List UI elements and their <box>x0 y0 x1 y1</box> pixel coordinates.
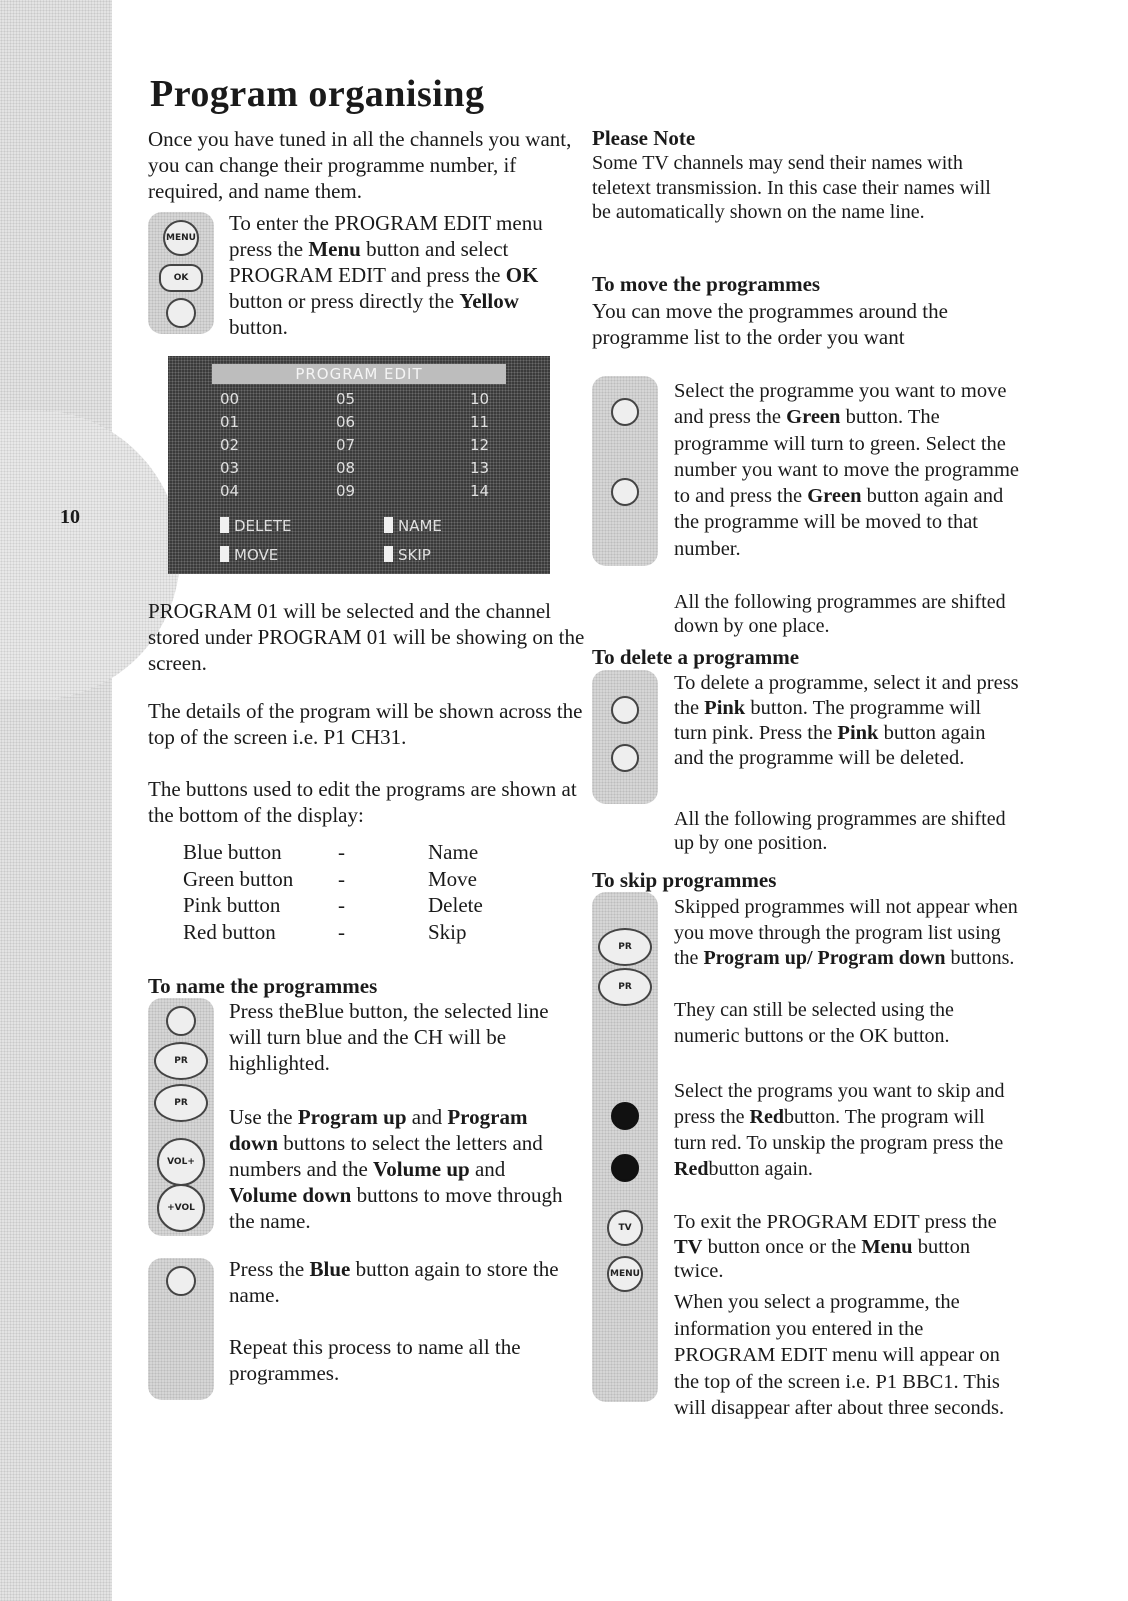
tv-program-number: 11 <box>470 413 490 431</box>
tv-key-move: MOVE <box>220 546 278 564</box>
blue-swatch-icon <box>384 517 393 533</box>
tv-program-number: 02 <box>220 436 240 454</box>
exit-step-2: When you select a programme, the information you entered in the PROGRAM EDIT menu will appear on the top of the screen i.e. P1 BBC1. This will disappear after about three seconds. <box>674 1291 1005 1419</box>
tv-key-name: NAME <box>384 517 442 535</box>
tv-program-number: 13 <box>470 459 490 477</box>
blue-button-icon <box>166 1266 196 1296</box>
program-up-icon: PR <box>154 1042 208 1080</box>
tv-screen-program-edit <box>168 356 550 574</box>
delete-step-1: To delete a programme, select it and press the Pink button. The programme will turn pink. Press the Pink button again and the programme will be deleted. <box>674 672 1019 769</box>
table-row: Red button - Skip <box>183 919 467 944</box>
green-swatch-icon <box>220 546 229 562</box>
tv-program-number: 12 <box>470 436 490 454</box>
selected-text: PROGRAM 01 will be selected and the channel stored under PROGRAM 01 will be showing on the screen. <box>148 599 585 675</box>
table-row: Blue button - Name <box>183 840 479 864</box>
delete-heading: To delete a programme <box>592 645 800 669</box>
tv-program-number: 14 <box>470 482 490 500</box>
name-step-2: Use the Program up and Program down buttons to select the letters and numbers and the Volume up and Volume down buttons to move through the name. <box>229 1105 563 1233</box>
volume-up-icon: VOL+ <box>157 1138 205 1186</box>
remote-strip-store <box>148 1258 214 1400</box>
name-step-3: Press the Blue button again to store the name. <box>229 1257 559 1307</box>
tv-key-delete: DELETE <box>220 517 292 535</box>
tv-program-number: 01 <box>220 413 240 431</box>
name-heading: To name the programmes <box>148 974 378 998</box>
red-button-icon <box>611 1102 639 1130</box>
program-down-icon: PR <box>598 968 652 1006</box>
remote-strip-name <box>148 998 214 1236</box>
move-intro: You can move the programmes around the programme list to the order you want <box>592 299 948 349</box>
move-step-1: Select the programme you want to move and press the Green button. The programme will turn to green. Select the number you want to move the programme to and press the Green button again and the programme will be moved to that number. <box>674 380 1019 560</box>
move-heading: To move the programmes <box>592 272 821 296</box>
exit-step-1: To exit the PROGRAM EDIT press the TV button once or the Menu button twice. <box>674 1211 997 1282</box>
tv-program-number: 10 <box>470 390 490 408</box>
remote-strip-skip <box>592 892 658 1402</box>
table-row: Pink button - Delete <box>183 893 483 917</box>
tv-program-number: 04 <box>220 482 240 500</box>
remote-strip-enter <box>148 212 214 334</box>
program-down-icon: PR <box>154 1084 208 1122</box>
pink-button-icon <box>611 744 639 772</box>
tv-program-number: 00 <box>220 390 240 408</box>
margin-strip <box>0 0 112 1601</box>
skip-step-2: They can still be selected using the numeric buttons or the OK button. <box>674 999 954 1047</box>
pink-button-icon <box>611 696 639 724</box>
table-row: Green button - Move <box>183 866 477 891</box>
ok-button-icon: OK <box>159 264 203 292</box>
button-map-table <box>183 840 483 946</box>
volume-down-icon: +VOL <box>157 1184 205 1232</box>
blue-button-icon <box>166 1006 196 1036</box>
skip-heading: To skip programmes <box>592 868 777 892</box>
name-step-4: Repeat this process to name all the programmes. <box>229 1335 521 1385</box>
program-up-icon: PR <box>598 928 652 966</box>
note-text: Some TV channels may send their names with teletext transmission. In this case their names will be automatically shown on the name line. <box>592 152 991 223</box>
green-button-icon <box>611 478 639 506</box>
page-number: 10 <box>60 506 80 528</box>
pink-swatch-icon <box>220 517 229 533</box>
intro-text: Once you have tuned in all the channels you want, you can change their programme number, if required, and name them. <box>148 127 572 203</box>
enter-instructions: To enter the PROGRAM EDIT menu press the Menu button and select PROGRAM EDIT and press the OK button or press directly the Yellow button. <box>229 211 543 339</box>
yellow-button-icon <box>166 298 196 328</box>
remote-strip-move <box>592 376 658 566</box>
tv-program-number: 03 <box>220 459 240 477</box>
tv-program-number: 06 <box>336 413 356 431</box>
menu-button-icon: MENU <box>607 1256 643 1292</box>
tv-key-skip: SKIP <box>384 546 431 564</box>
skip-step-3: Select the programs you want to skip and press the Redbutton. The program will turn red. To unskip the program press the Redbutton again. <box>674 1080 1005 1180</box>
tv-screen-title: PROGRAM EDIT <box>212 364 506 384</box>
green-button-icon <box>611 398 639 426</box>
move-step-2: All the following programmes are shifted down by one place. <box>674 591 1006 637</box>
tv-program-number: 09 <box>336 482 356 500</box>
details-text: The details of the program will be shown across the top of the screen i.e. P1 CH31. <box>148 699 583 749</box>
name-step-1: Press theBlue button, the selected line will turn blue and the CH will be highlighted. <box>229 999 549 1075</box>
red-button-icon <box>611 1154 639 1182</box>
tv-program-number: 05 <box>336 390 356 408</box>
red-swatch-icon <box>384 546 393 562</box>
tv-program-number: 07 <box>336 436 356 454</box>
buttons-text: The buttons used to edit the programs are shown at the bottom of the display: <box>148 777 577 827</box>
tv-button-icon: TV <box>607 1210 643 1246</box>
menu-button-icon: MENU <box>163 220 199 256</box>
skip-step-1: Skipped programmes will not appear when you move through the program list using the Program up/ Program down buttons. <box>674 896 1018 969</box>
tv-program-number: 08 <box>336 459 356 477</box>
delete-step-2: All the following programmes are shifted up by one position. <box>674 808 1006 854</box>
note-heading: Please Note <box>592 126 696 150</box>
page-title: Program organising <box>150 73 485 115</box>
remote-strip-delete <box>592 670 658 804</box>
